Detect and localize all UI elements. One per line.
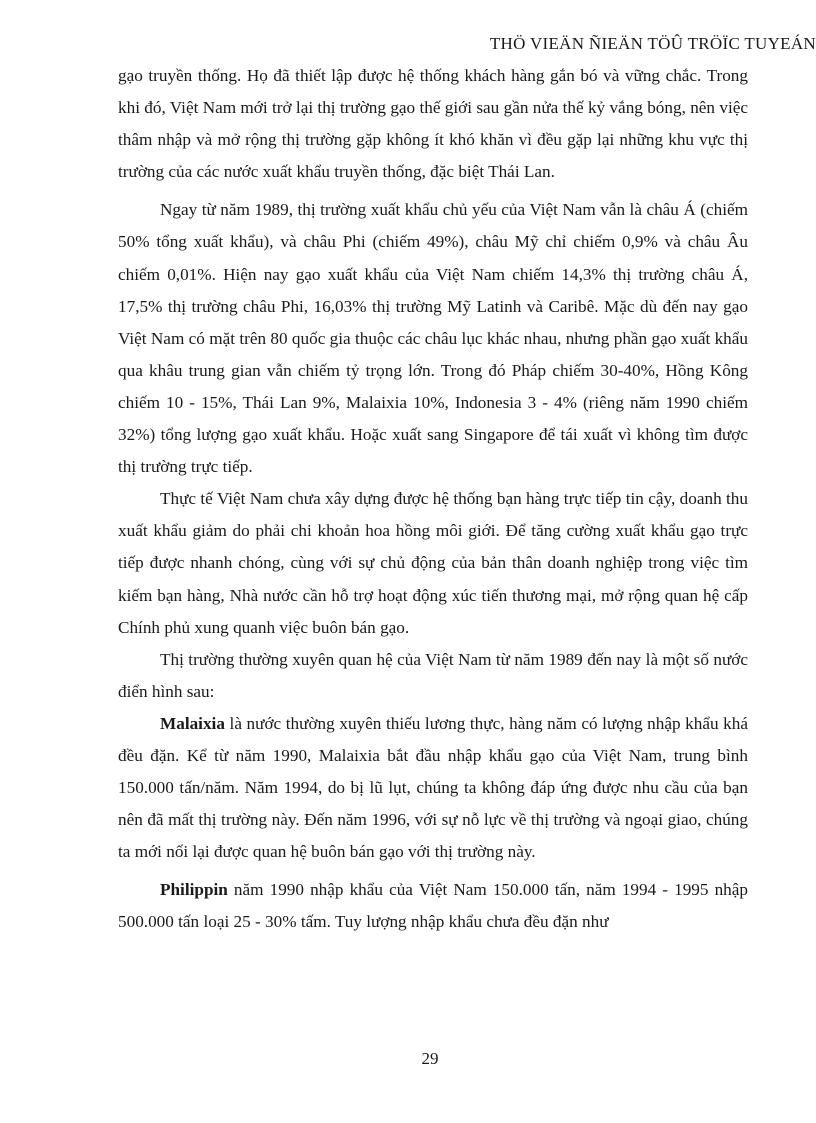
paragraph-typical-markets-intro: Thị trường thường xuyên quan hệ của Việt Nam từ năm 1989 đến nay là một số nước điển hình sau: — [118, 649, 748, 701]
paragraph-malaixia-text: là nước thường xuyên thiếu lương thực, hàng năm có lượng nhập khẩu khá đều đặn. Kể từ năm 1990, Malaixia bắt đầu nhập khẩu gạo của Việt Nam, trung bình 150.000 tấn/năm. Năm 1994, do bị lũ lụt, chúng ta không đáp ứng được nhu cầu của bạn nên đã mất thị trường này. Đến năm 1996, với sự nỗ lực về thị trường và ngoại giao, chúng ta mới nối lại được quan hệ buôn bán gạo với thị trường này. — [118, 713, 748, 862]
paragraph-malaixia — [118, 708, 748, 868]
paragraph-continuation: gạo truyền thống. Họ đã thiết lập được hệ thống khách hàng gắn bó và vững chắc. Trong khi đó, Việt Nam mới trở lại thị trường gạo thế giới sau gần nửa thế kỷ vắng bóng, nên việc thâm nhập và mở rộng thị trường gặp không ít khó khăn vì đều gặp lại những khu vực thị trường của các nước xuất khẩu truyền thống, đặc biệt Thái Lan. — [118, 66, 748, 182]
paragraph-export-markets: Ngay từ năm 1989, thị trường xuất khẩu chủ yếu của Việt Nam vẫn là châu Á (chiếm 50% tổng xuất khẩu), và châu Phi (chiếm 49%), châu Mỹ chỉ chiếm 0,9% và châu Âu chiếm 0,01%. Hiện nay gạo xuất khẩu của Việt Nam chiếm 14,3% thị trường châu Á, 17,5% thị trường châu Phi, 16,03% thị trường Mỹ Latinh và Caribê. Mặc dù đến nay gạo Việt Nam có mặt trên 80 quốc gia thuộc các châu lục khác nhau, nhưng phần gạo xuất khẩu qua khâu trung gian vẫn chiếm tỷ trọng lớn. Trong đó Pháp chiếm 30-40%, Hồng Kông chiếm 10 - 15%, Thái Lan 9%, Malaixia 10%, Indonesia 3 - 4% (riêng năm 1990 chiếm 32%) tổng lượng gạo xuất khẩu. Hoặc xuất sang Singapore để tái xuất vì không tìm được thị trường trực tiếp. — [118, 200, 748, 477]
term-philippin: Philippin — [160, 880, 228, 900]
term-malaixia: Malaixia — [160, 713, 225, 733]
paragraph-philippin-text: năm 1990 nhập khẩu của Việt Nam 150.000 tấn, năm 1994 - 1995 nhập 500.000 tấn loại 25 - 30% tấm. Tuy lượng nhập khẩu chưa đều đặn như — [118, 880, 748, 932]
page-number: 29 — [421, 1049, 439, 1068]
paragraph-trade-partners: Thực tế Việt Nam chưa xây dựng được hệ thống bạn hàng trực tiếp tin cậy, doanh thu xuất khẩu giảm do phải chi khoản hoa hồng môi giới. Để tăng cường xuất khẩu gạo trực tiếp được nhanh chóng, cùng với sự chủ động của bản thân doanh nghiệp trong việc tìm kiếm bạn hàng, Nhà nước cần hỗ trợ hoạt động xúc tiến thương mại, mở rộng quan hệ cấp Chính phủ xung quanh việc buôn bán gạo. — [118, 489, 748, 637]
paragraph-philippin — [118, 874, 748, 938]
document-body — [118, 60, 748, 939]
page-header: THÖ VIEÄN ÑIEÄN TÖÛ TRÖÏC TUYEÁN — [489, 34, 816, 53]
